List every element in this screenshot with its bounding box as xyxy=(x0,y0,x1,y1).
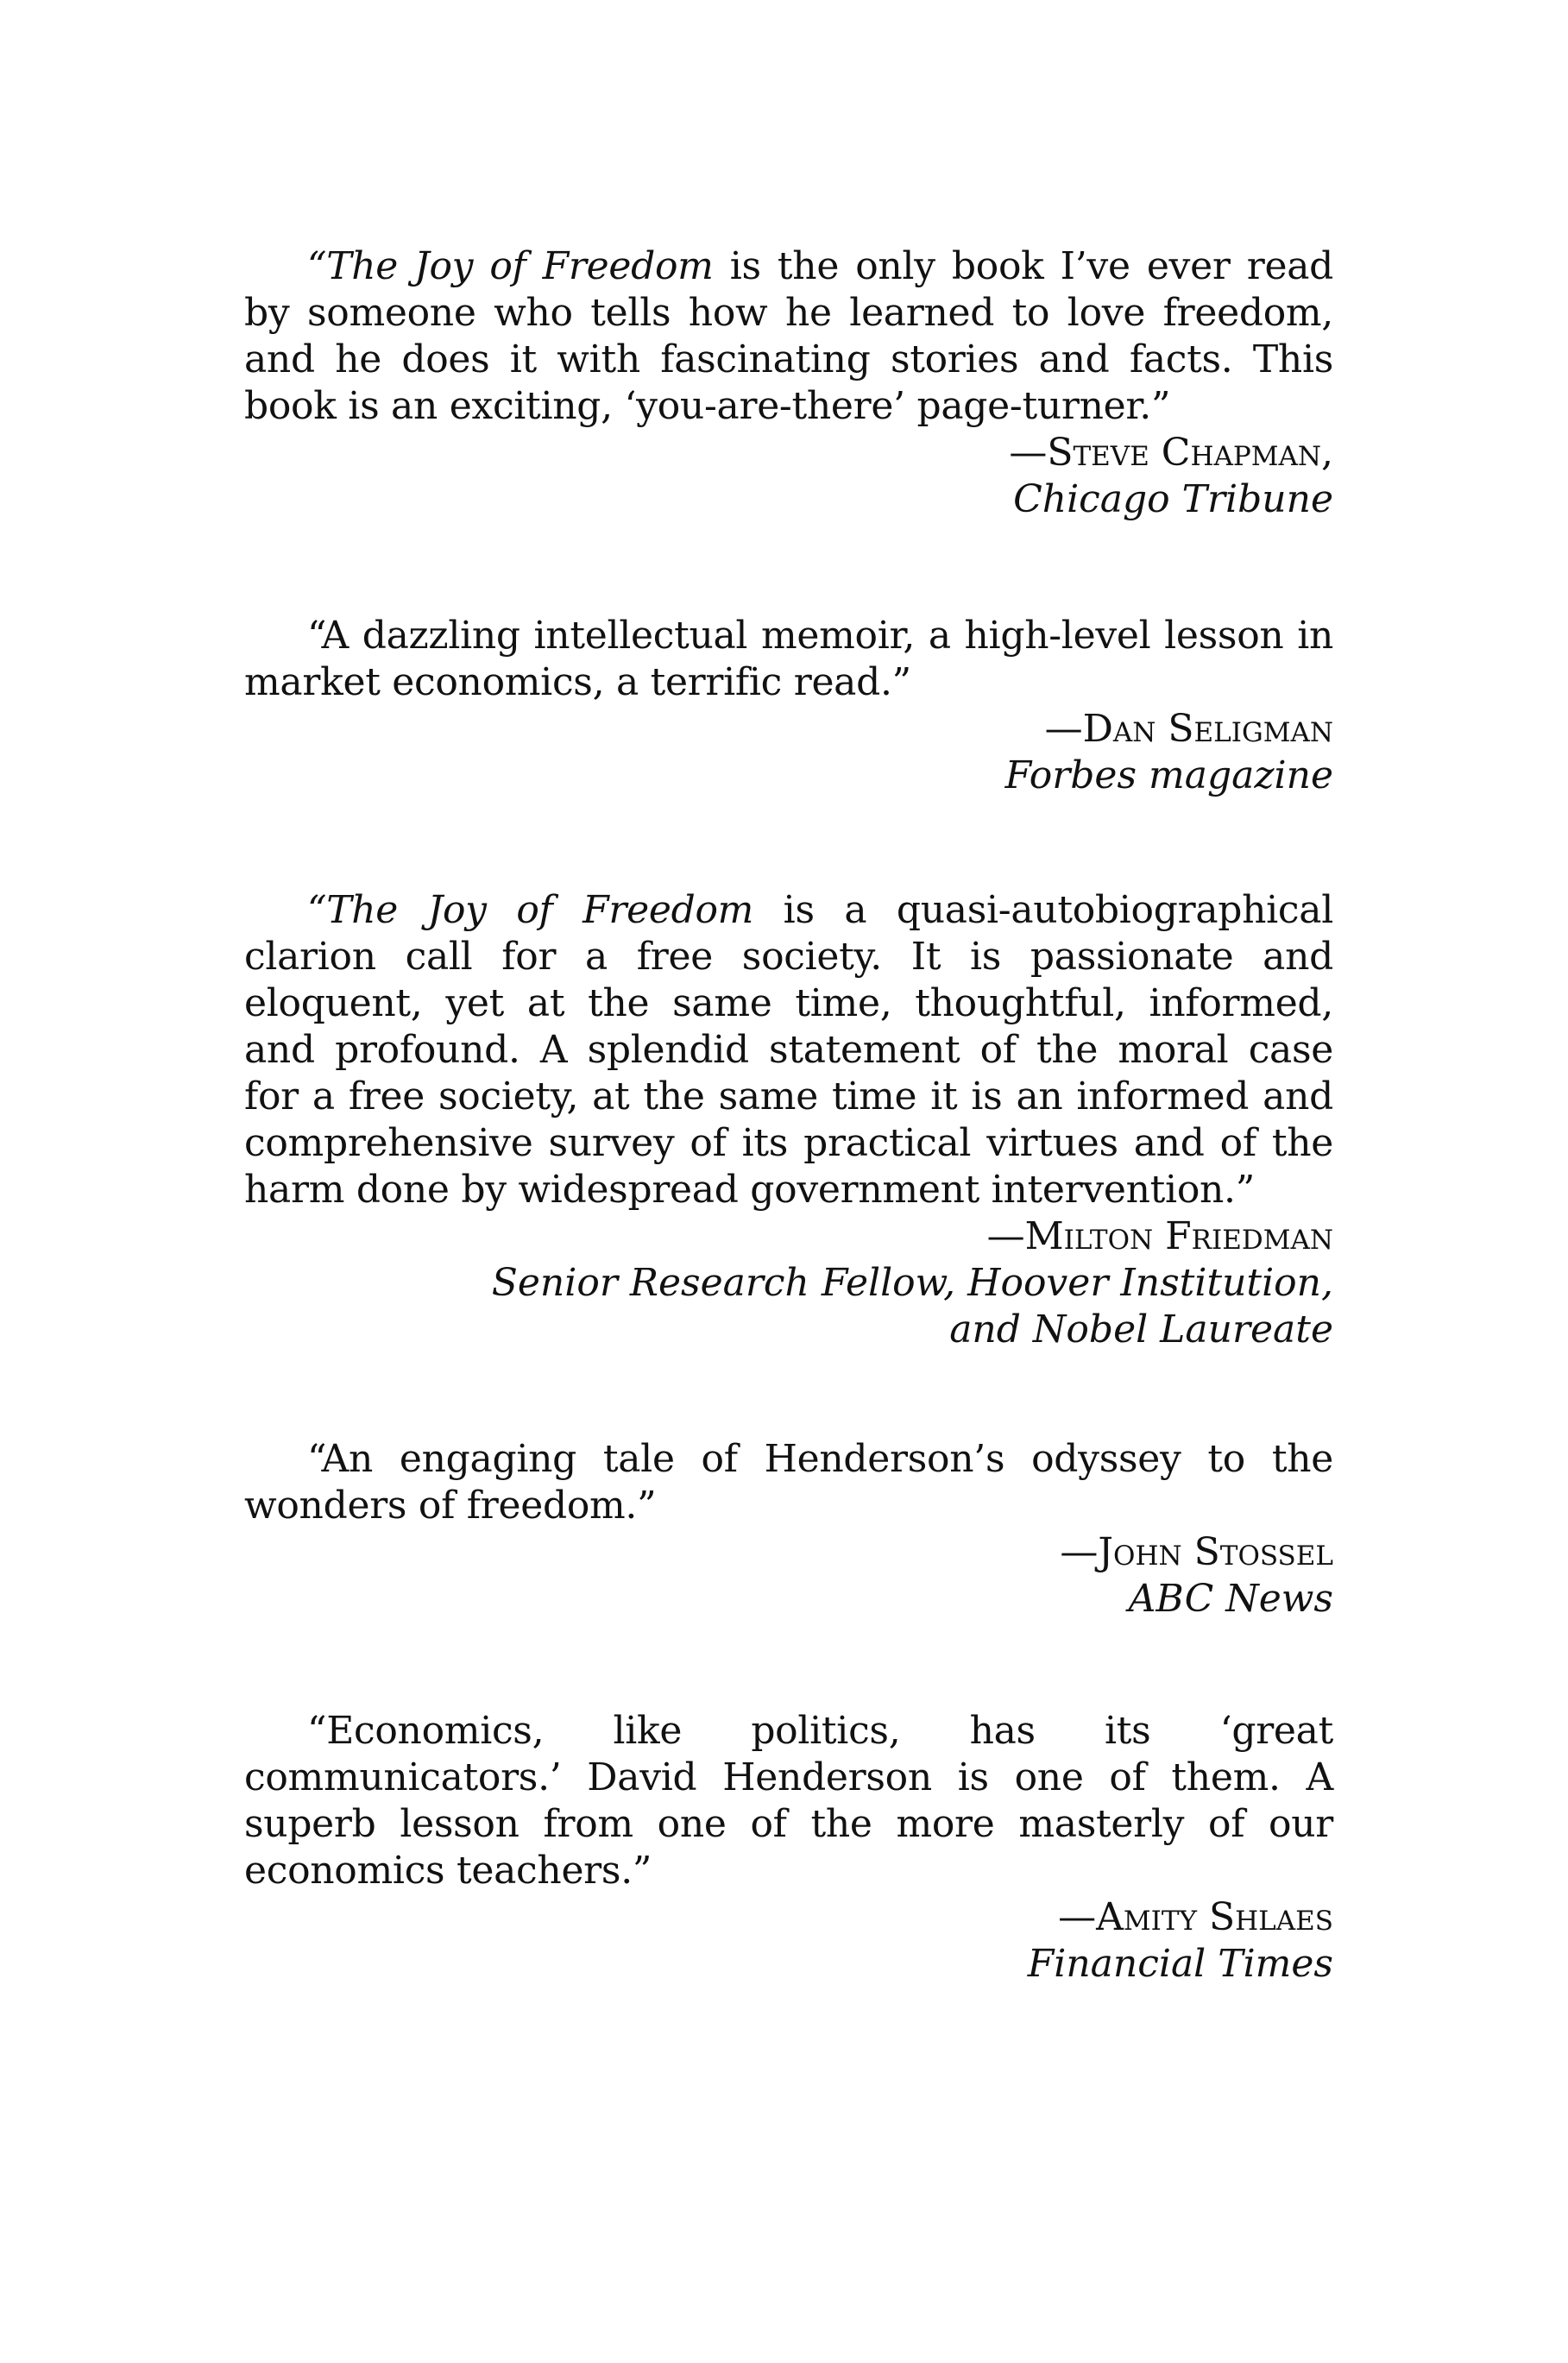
endorsement-1 xyxy=(244,243,1333,523)
endorsement-attribution xyxy=(244,1213,1333,1353)
endorser-name: —Amity Shlaes xyxy=(1058,1895,1333,1939)
endorsement-open-quote: “ xyxy=(307,244,327,288)
endorser-name: —Dan Seligman xyxy=(1044,707,1333,751)
endorsement-attribution xyxy=(244,1529,1333,1623)
endorsement-attribution xyxy=(244,1894,1333,1988)
endorsement-text: “A dazzling intellectual memoir, a high-level lesson in market economics, a terrific read.” xyxy=(244,614,1333,704)
endorser-source: Chicago Tribune xyxy=(1013,477,1333,521)
endorsement-4 xyxy=(244,1436,1333,1623)
endorser-source-line-1: Senior Research Fellow, Hoover Institution, xyxy=(491,1261,1333,1305)
book-title: The Joy of Freedom xyxy=(326,888,754,932)
endorsement-body: is the only book I’ve ever read by someone who tells how he learned to love freedom, and he does it with fascinating stories and facts. This book is an exciting, ‘you-are-there’ page-turner.” xyxy=(244,244,1333,428)
book-title: The Joy of Freedom xyxy=(326,244,714,288)
endorser-source: Forbes magazine xyxy=(1004,753,1333,797)
endorsement-attribution xyxy=(244,430,1333,523)
endorsement-text: “An engaging tale of Henderson’s odyssey to the wonders of freedom.” xyxy=(244,1437,1333,1528)
endorser-name: —Steve Chapman, xyxy=(1009,431,1333,475)
endorsement-text: “Economics, like politics, has its ‘great communicators.’ David Henderson is one of them. A superb lesson from one of the more masterly of our economics teachers.” xyxy=(244,1709,1333,1893)
endorsement-open-quote: “ xyxy=(307,888,327,932)
endorser-source: ABC News xyxy=(1128,1577,1333,1621)
endorsement-2 xyxy=(244,613,1333,799)
endorsement-body: is a quasi-autobiographical clarion call for a free society. It is passionate and eloquent, yet at the same time, thoughtful, informed, and profound. A splendid statement of the moral case for a free society, at the same time it is an informed and comprehensive survey of its practical virtues and of the harm done by widespread government intervention.” xyxy=(244,888,1333,1212)
endorser-name: —Milton Friedman xyxy=(986,1214,1333,1258)
endorser-source: Financial Times xyxy=(1027,1942,1333,1986)
endorsement-text xyxy=(244,887,1333,1213)
endorsement-3 xyxy=(244,887,1333,1353)
endorser-name: —John Stossel xyxy=(1060,1530,1333,1574)
endorsement-5 xyxy=(244,1708,1333,1988)
endorsement-text xyxy=(244,243,1333,430)
endorsement-attribution xyxy=(244,706,1333,799)
endorser-source-line-2: and Nobel Laureate xyxy=(949,1308,1333,1352)
